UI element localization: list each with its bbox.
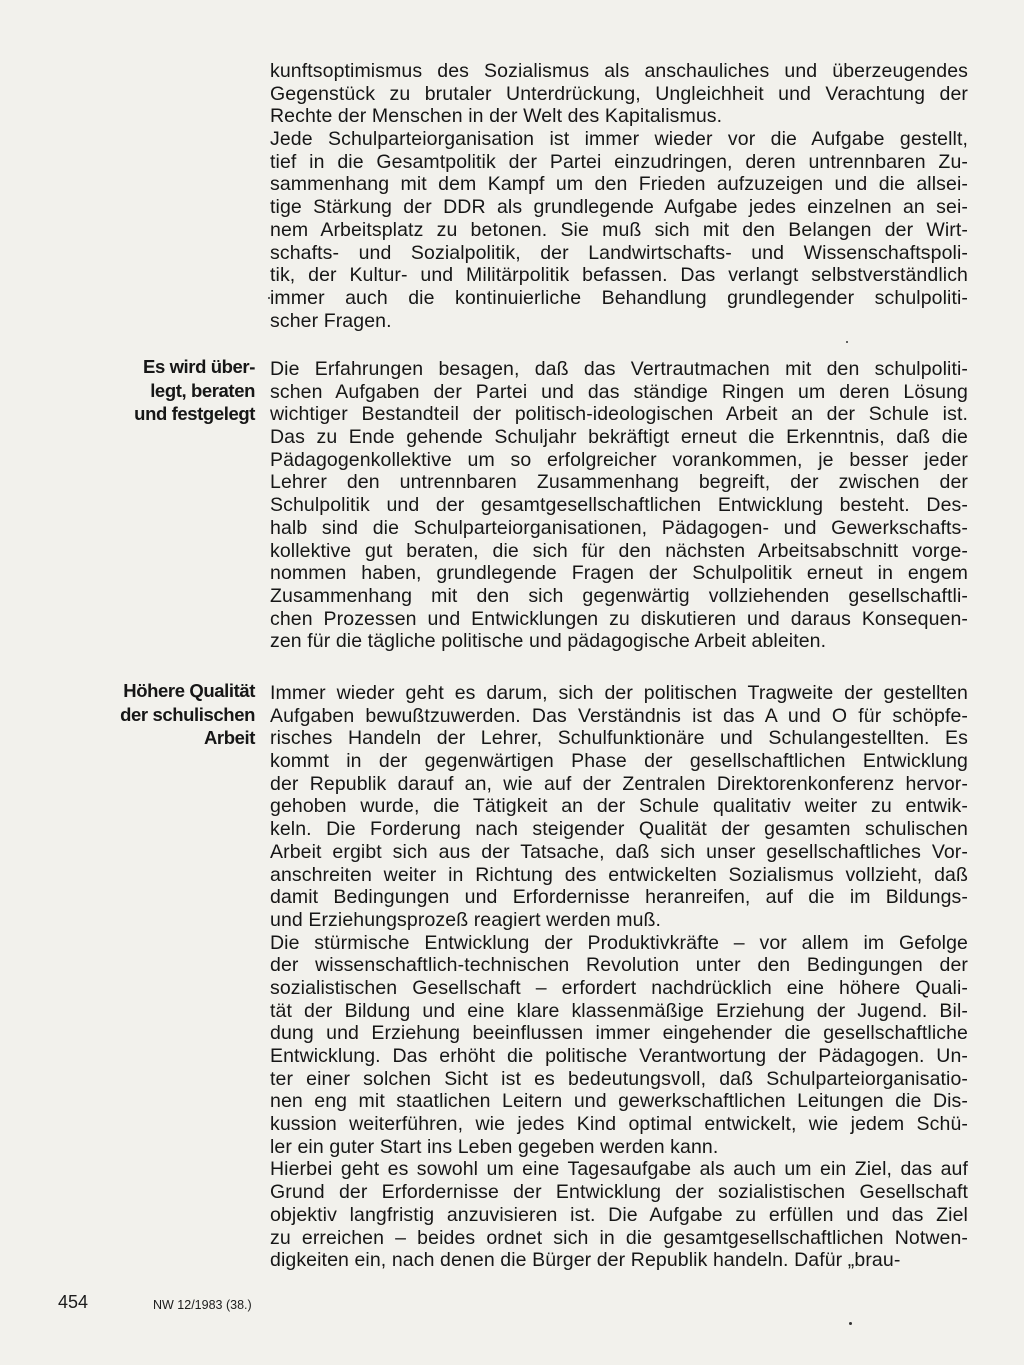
text-line: wichtiger Bestandteil der politisch-ideologischen Arbeit an der Schule ist. [270,403,968,426]
text-line: tät der Bildung und eine klare klassenmäßige Erziehung der Jugend. Bil- [270,999,968,1022]
heading-line: Höhere Qualität [123,680,255,701]
section-heading-qualitaet [95,679,255,750]
text-line: kollektive gut beraten, die sich für den nächsten Arbeitsabschnitt vorge- [270,539,968,562]
text-line: ter einer solchen Sicht ist es bedeutungsvoll, daß Schulparteiorganisatio- [270,1067,968,1090]
page-number: 454 [58,1292,89,1312]
text-line: objektiv langfristig anzuvisieren ist. Die Aufgabe zu erfüllen und das Ziel [270,1203,968,1226]
text-line: zen für die tägliche politische und pädagogische Arbeit ableiten. [270,630,827,653]
heading-line: der schulischen [120,703,255,725]
heading-line: und festgelegt [134,403,255,424]
text-line: scher Fragen. [270,309,392,332]
text-line: immer auch die kontinuierliche Behandlung grundlegender schulpoliti- [270,286,968,309]
text-line: Aufgaben bewußtzuwerden. Das Verständnis ist das A und O für schöpfe- [270,704,968,727]
text-line: Immer wieder geht es darum, sich der politischen Tragweite der gestellten [270,682,968,704]
text-line: tik, der Kultur- und Militärpolitik befassen. Das verlangt selbstverständlich [270,264,968,287]
text-line: sozialistischen Gesellschaft – erfordert nachdrücklich eine höhere Quali- [270,976,968,999]
text-line: Lehrer den untrennbaren Zusammenhang begreift, der zwischen der [270,471,968,494]
scan-speck [268,297,270,299]
scan-speck [846,341,848,343]
text-line: schen Aufgaben der Partei und das ständige Ringen um deren Lösung [270,380,968,403]
text-line: nen eng mit staatlichen Leitern und gewerkschaftlichen Leitungen die Dis- [270,1090,968,1113]
text-line: tief in die Gesamtpolitik der Partei einzudringen, deren untrennbaren Zu- [270,150,968,173]
text-line: damit Bedingungen und Erfordernisse heranreifen, auf die im Bildungs- [270,886,968,909]
text-line: Entwicklung. Das erhöht die politische Verantwortung der Pädagogen. Un- [270,1045,968,1067]
text-line: sammenhang mit dem Kampf um den Frieden aufzuzeigen und die allsei- [270,173,968,196]
section-heading-beraten [95,355,255,426]
heading-line: Arbeit [203,727,255,748]
text-line: digkeiten ein, nach denen die Bürger der Republik handeln. Dafür „brau- [270,1249,901,1272]
text-line: zu erreichen – beides ordnet sich in die gesamtgesellschaftlichen Notwen- [270,1226,968,1249]
text-line: kunftsoptimismus des Sozialismus als anschauliches und überzeugendes [270,60,968,82]
text-line: ler ein guter Start ins Leben gegeben werden kann. [270,1135,719,1158]
text-line: nommen haben, grundlegende Fragen der Schulpolitik erneut in engem [270,562,968,585]
text-line: tige Stärkung der DDR als grundlegende Aufgabe jedes einzelnen an sei- [270,196,968,219]
text-line: schafts- und Sozialpolitik, der Landwirtschafts- und Wissenschaftspoli- [270,241,968,264]
text-line: nem Arbeitsplatz zu betonen. Sie muß sich mit den Belangen der Wirt- [270,218,968,241]
text-line: anschreiten weiter in Richtung des entwickelten Sozialismus vollzieht, daß [270,863,968,886]
text-line: Gegenstück zu brutaler Unterdrückung, Ungleichheit und Verachtung der [270,82,968,105]
text-line: der Republik darauf an, wie auf der Zentralen Direktorenkonferenz hervor- [270,772,968,795]
text-line: Pädagogenkollektive um so erfolgreicher vorankommen, je besser jeder [270,448,968,471]
text-line: Schulpolitik und der gesamtgesellschaftlichen Entwicklung besteht. Des- [270,494,968,517]
journal-reference: NW 12/1983 (38.) [153,1298,252,1312]
text-line: kussion weiterführen, wie jedes Kind optimal entwickelt, wie jedem Schü- [270,1113,968,1136]
text-line: risches Handeln der Lehrer, Schulfunktionäre und Schulangestellten. Es [270,727,968,750]
text-line: Jede Schulparteiorganisation ist immer wieder vor die Aufgabe gestellt, [270,128,968,151]
text-line: Die Erfahrungen besagen, daß das Vertrautmachen mit den schulpoliti- [270,358,968,380]
heading-line: legt, beraten [150,379,255,401]
text-line: Die stürmische Entwicklung der Produktivkräfte – vor allem im Gefolge [270,931,968,954]
text-line: kommt in der gegenwärtigen Phase der gesellschaftlichen Entwicklung [270,750,968,773]
heading-line: Es wird über- [143,356,255,377]
text-line: chen Prozessen und Entwicklungen zu diskutieren und daraus Konsequen- [270,607,968,630]
section1-text-block [270,358,968,653]
intro-text-block [270,60,968,332]
text-line: dung und Erziehung beeinflussen immer eingehender die gesellschaftliche [270,1022,968,1045]
text-line: gehoben wurde, die Tätigkeit an der Schule qualitativ weiter zu entwik- [270,795,968,818]
section2-text-block [270,682,968,1272]
text-line: Das zu Ende gehende Schuljahr bekräftigt erneut die Erkenntnis, daß die [270,426,968,449]
text-line: und Erziehungsprozeß reagiert werden muß. [270,908,662,931]
text-line: Hierbei geht es sowohl um eine Tagesaufgabe als auch um ein Ziel, das auf [270,1158,968,1181]
text-line: Zusammenhang mit den sich gegenwärtig vollziehenden gesellschaftli- [270,584,968,607]
text-line: Grund der Erfordernisse der Entwicklung der sozialistischen Gesellschaft [270,1181,968,1204]
text-line: halb sind die Schulparteiorganisationen, Pädagogen- und Gewerkschafts- [270,516,968,539]
text-line: Arbeit ergibt sich aus der Tatsache, daß sich unser gesellschaftliches Vor- [270,840,968,863]
text-line: Rechte der Menschen in der Welt des Kapitalismus. [270,105,723,128]
scan-speck [849,1322,852,1325]
text-line: keln. Die Forderung nach steigender Qualität der gesamten schulischen [270,818,968,841]
text-line: der wissenschaftlich-technischen Revolution unter den Bedingungen der [270,954,968,977]
